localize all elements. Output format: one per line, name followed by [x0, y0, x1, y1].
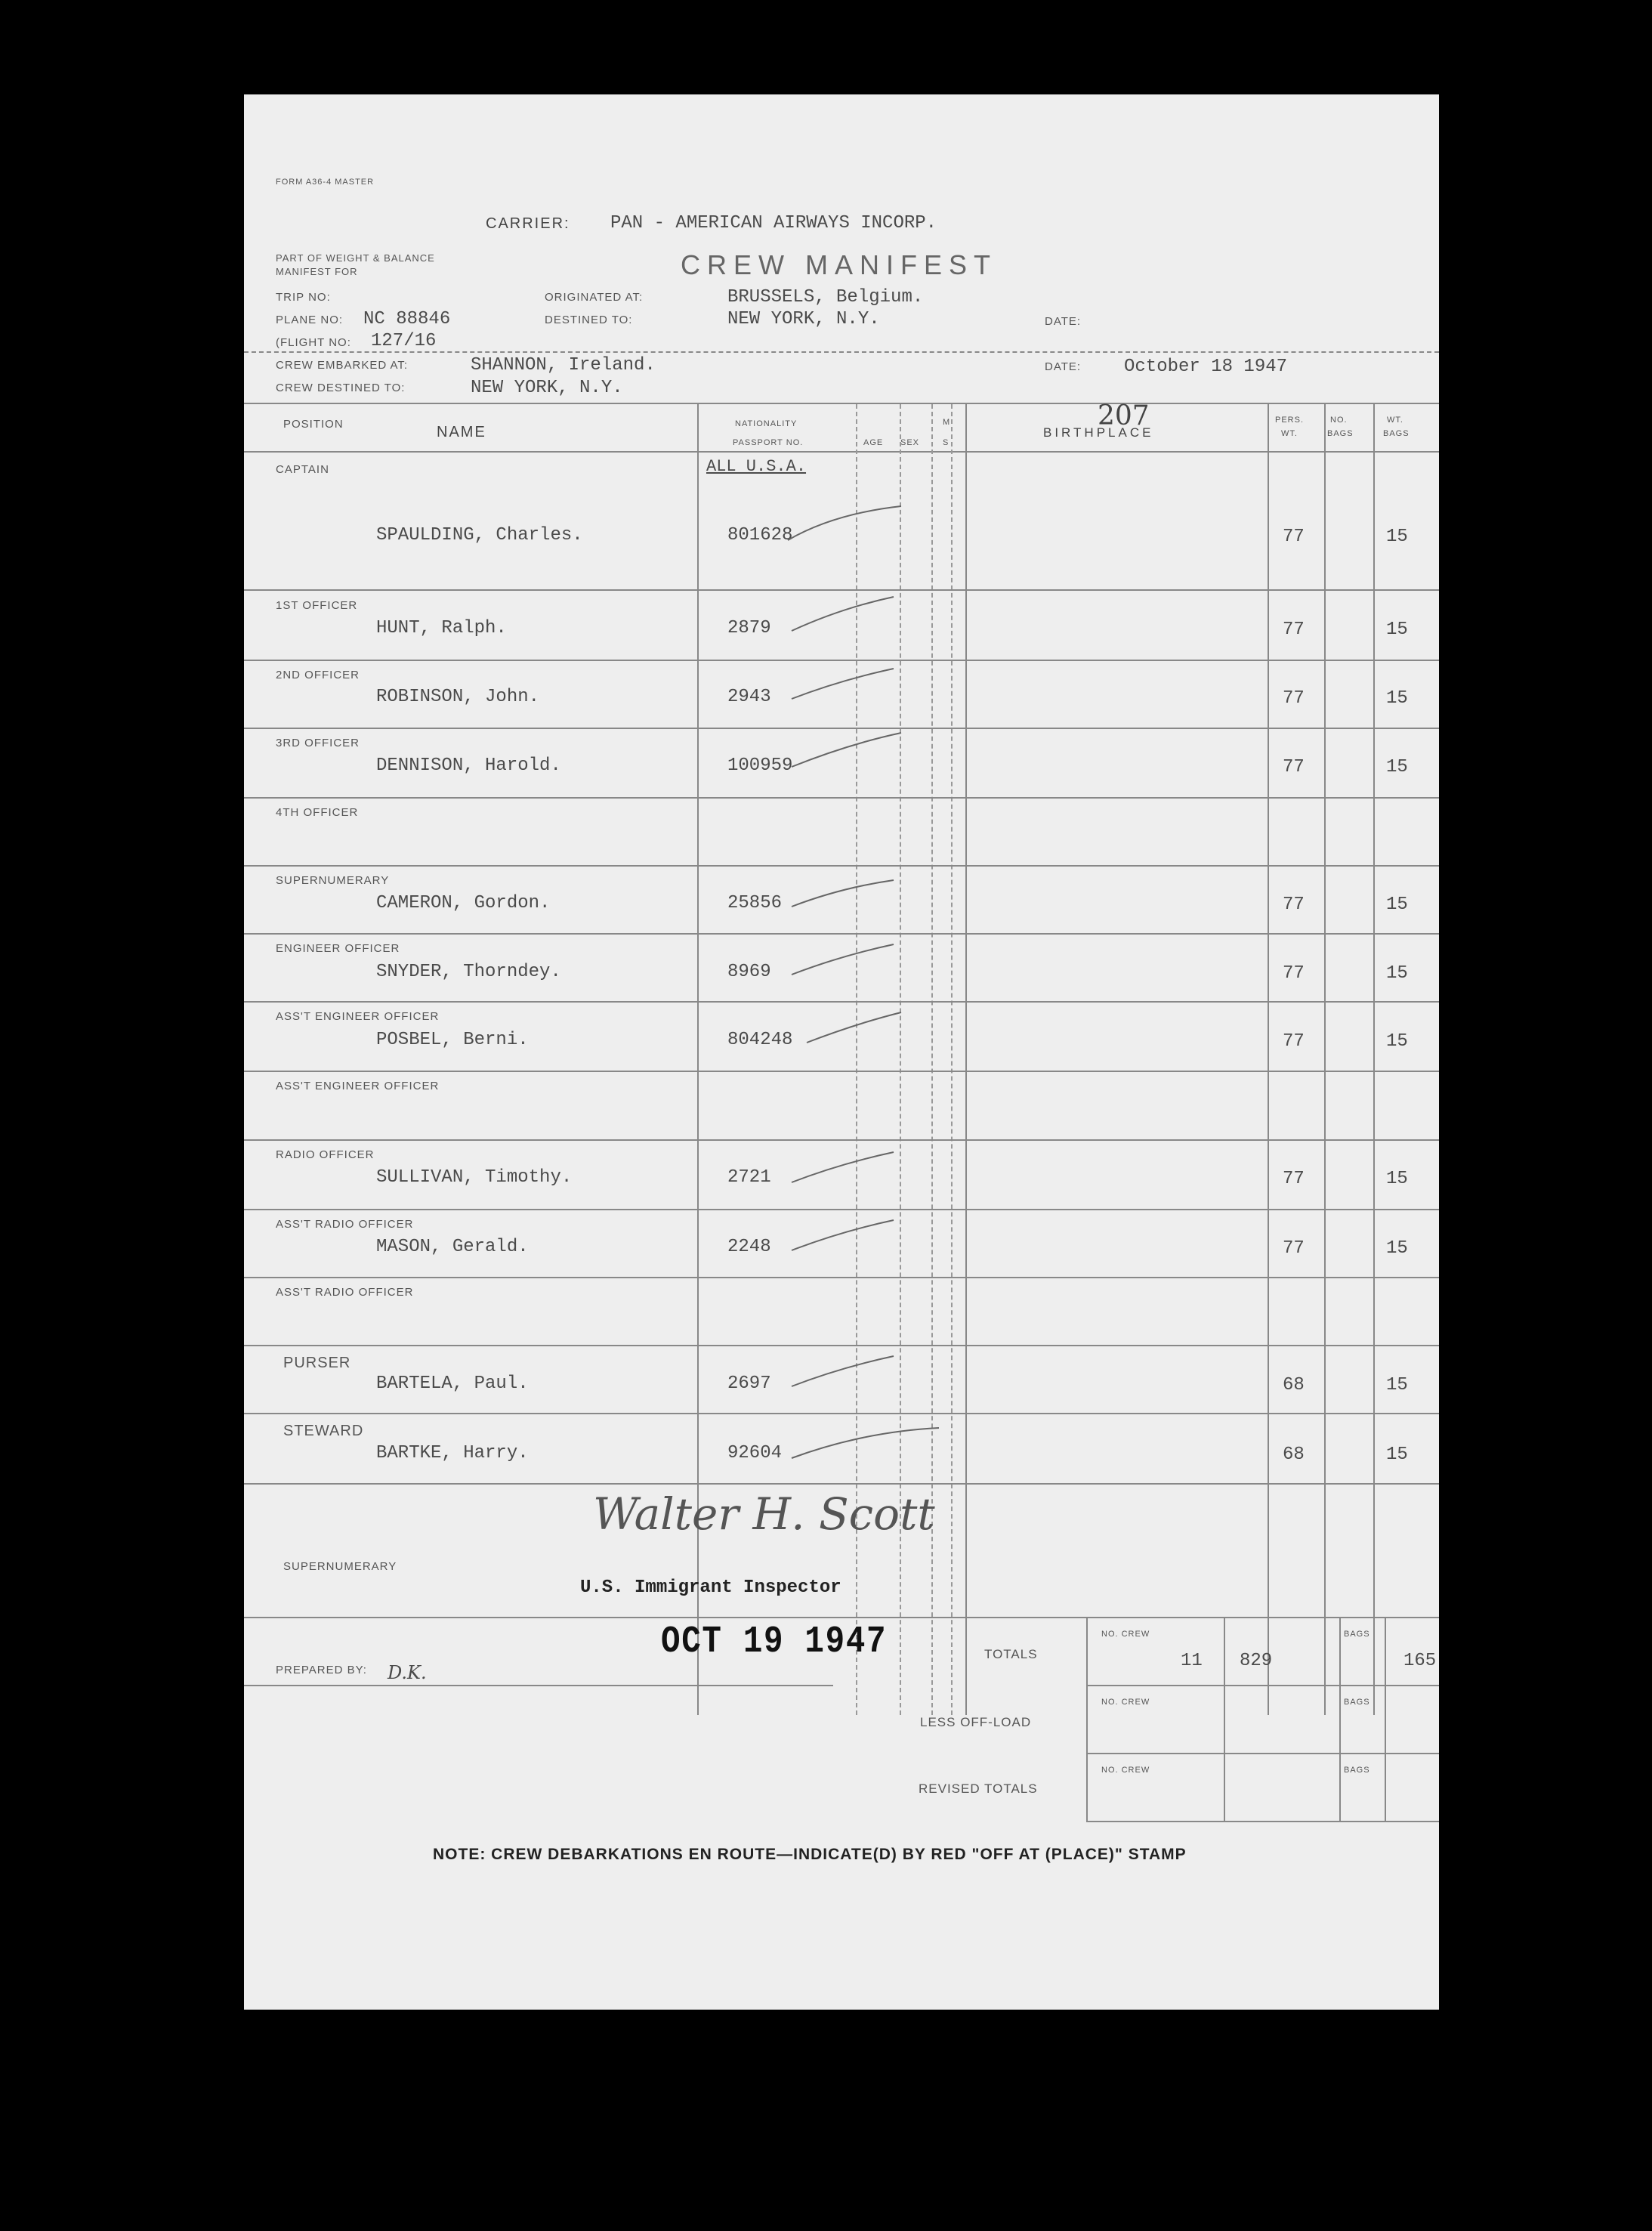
- check-mark: [792, 1152, 894, 1182]
- row-name: BARTELA, Paul.: [376, 1374, 529, 1394]
- row-passport: 8969: [727, 962, 771, 982]
- row-position: 4TH OFFICER: [276, 806, 359, 819]
- col-m: M: [943, 418, 951, 427]
- prepared-by-label: PREPARED BY:: [276, 1664, 367, 1676]
- row-weight: 77: [1283, 688, 1305, 709]
- row-name: SNYDER, Thorndey.: [376, 962, 561, 982]
- row-position: 1ST OFFICER: [276, 599, 358, 612]
- prepared-by-line: [244, 1685, 833, 1686]
- row-bags-weight: 15: [1386, 895, 1408, 915]
- signature-divider: [244, 1617, 1439, 1618]
- check-mark: [792, 733, 901, 767]
- totals-box-left: [1086, 1618, 1088, 1821]
- date2-label: DATE:: [1045, 360, 1082, 373]
- row-bags-weight: 15: [1386, 1031, 1408, 1052]
- col-sex: SEX: [900, 438, 920, 447]
- crew-embarked-label: CREW EMBARKED AT:: [276, 359, 409, 372]
- form-title: CREW MANIFEST: [681, 249, 997, 280]
- row-position: ASS'T RADIO OFFICER: [276, 1286, 414, 1299]
- col-nationality: NATIONALITY: [735, 419, 798, 428]
- row-name: POSBEL, Berni.: [376, 1030, 529, 1050]
- check-mark: [792, 1220, 894, 1250]
- less-offload-label: LESS OFF-LOAD: [920, 1715, 1032, 1729]
- bags-label: BAGS: [1344, 1766, 1370, 1775]
- check-mark: [792, 1356, 894, 1386]
- manifest-sheet: [244, 94, 1439, 2010]
- col-pers-wt2: WT.: [1281, 429, 1298, 438]
- stamp-date: OCT 19 1947: [661, 1621, 888, 1664]
- total-bags: 165: [1403, 1651, 1437, 1671]
- col-no-bags: NO.: [1330, 416, 1348, 425]
- date-label: DATE:: [1045, 315, 1082, 328]
- check-mark: [792, 669, 894, 699]
- row-name: CAMERON, Gordon.: [376, 893, 551, 913]
- check-mark: [792, 944, 894, 975]
- row-bags-weight: 15: [1386, 757, 1408, 777]
- row-weight: 77: [1283, 1031, 1305, 1052]
- col-no-bags2: BAGS: [1327, 429, 1354, 438]
- row-name: SPAULDING, Charles.: [376, 525, 583, 545]
- row-position: STEWARD: [283, 1423, 364, 1439]
- plane-no-label: PLANE NO:: [276, 314, 344, 326]
- row-passport: 2879: [727, 618, 771, 638]
- no-crew-label: NO. CREW: [1101, 1698, 1150, 1707]
- row-position: ASS'T ENGINEER OFFICER: [276, 1080, 440, 1092]
- row-position: 3RD OFFICER: [276, 737, 360, 749]
- row-bags-weight: 15: [1386, 1169, 1408, 1189]
- destined-value: NEW YORK, N.Y.: [727, 309, 880, 329]
- row-passport: 2697: [727, 1374, 771, 1394]
- col-birthplace: BIRTHPLACE: [1043, 425, 1154, 440]
- row-name: SULLIVAN, Timothy.: [376, 1167, 573, 1188]
- row-position: ENGINEER OFFICER: [276, 942, 400, 955]
- row-position: ASS'T RADIO OFFICER: [276, 1218, 414, 1231]
- col-age: AGE: [863, 438, 884, 447]
- originated-value: BRUSSELS, Belgium.: [727, 287, 924, 307]
- crew-embarked-value: SHANNON, Ireland.: [471, 355, 656, 375]
- bags-label: BAGS: [1344, 1698, 1370, 1707]
- row-position: ASS'T ENGINEER OFFICER: [276, 1010, 440, 1023]
- row-weight: 77: [1283, 527, 1305, 547]
- row-passport: 92604: [727, 1443, 783, 1463]
- totals-box-line: [1086, 1685, 1439, 1686]
- total-weight: 829: [1240, 1651, 1273, 1671]
- total-crew: 11: [1181, 1651, 1203, 1671]
- row-position: PURSER: [283, 1355, 351, 1371]
- flight-no-label: (FLIGHT NO:: [276, 336, 351, 349]
- row-passport: 2943: [727, 687, 771, 707]
- row-passport: 801628: [727, 525, 793, 545]
- col-s: S: [943, 438, 950, 447]
- carrier-label: CARRIER:: [486, 215, 570, 232]
- totals-box-line: [1086, 1821, 1439, 1822]
- row-position: CAPTAIN: [276, 463, 329, 476]
- row-weight: 77: [1283, 1169, 1305, 1189]
- trip-no-label: TRIP NO:: [276, 291, 331, 304]
- prepared-by-value: D.K.: [388, 1662, 427, 1683]
- col-passport: PASSPORT NO.: [733, 438, 804, 447]
- row-passport: 100959: [727, 756, 793, 776]
- crew-destined-value: NEW YORK, N.Y.: [471, 378, 623, 398]
- row-passport: 2721: [727, 1167, 771, 1188]
- row-position: RADIO OFFICER: [276, 1148, 375, 1161]
- row-weight: 77: [1283, 963, 1305, 984]
- row-passport: 804248: [727, 1030, 793, 1050]
- row-weight: 77: [1283, 620, 1305, 640]
- passport-check-marks: [244, 94, 1439, 1605]
- row-bags-weight: 15: [1386, 1238, 1408, 1259]
- row-name: BARTKE, Harry.: [376, 1443, 529, 1463]
- col-name: NAME: [437, 424, 486, 440]
- totals-box-divider: [1224, 1618, 1225, 1821]
- row-name: ROBINSON, John.: [376, 687, 540, 707]
- row-weight: 68: [1283, 1375, 1305, 1395]
- form-number: FORM A36-4 MASTER: [276, 178, 375, 187]
- row-position: 2ND OFFICER: [276, 669, 360, 681]
- row-name: MASON, Gerald.: [376, 1237, 529, 1257]
- col-position: POSITION: [283, 418, 344, 431]
- row-bags-weight: 15: [1386, 620, 1408, 640]
- page-number: 207: [1098, 400, 1150, 431]
- row-weight: 77: [1283, 757, 1305, 777]
- check-mark: [807, 1012, 901, 1043]
- carrier-value: PAN - AMERICAN AIRWAYS INCORP.: [610, 213, 937, 233]
- date2-value: October 18 1947: [1124, 357, 1288, 377]
- totals-label: TOTALS: [984, 1647, 1038, 1661]
- part-of-label: PART OF WEIGHT & BALANCE MANIFEST FOR: [276, 252, 435, 277]
- row-position: SUPERNUMERARY: [276, 874, 390, 887]
- row-weight: 68: [1283, 1445, 1305, 1465]
- row-name: DENNISON, Harold.: [376, 756, 561, 776]
- totals-box-line: [1086, 1753, 1439, 1754]
- inspector-signature: Walter H. Scott: [593, 1488, 935, 1540]
- no-crew-label: NO. CREW: [1101, 1630, 1150, 1639]
- destined-label: DESTINED TO:: [545, 314, 633, 326]
- crew-destined-label: CREW DESTINED TO:: [276, 382, 406, 394]
- revised-totals-label: REVISED TOTALS: [919, 1781, 1038, 1796]
- bags-label: BAGS: [1344, 1630, 1370, 1639]
- row-bags-weight: 15: [1386, 1375, 1408, 1395]
- col-wt-bags: WT.: [1387, 416, 1403, 425]
- plane-no-value: NC 88846: [363, 309, 451, 329]
- nationality-note: ALL U.S.A.: [706, 457, 807, 476]
- check-mark: [788, 506, 901, 540]
- check-mark: [792, 1428, 939, 1458]
- totals-box-divider: [1385, 1618, 1386, 1821]
- footer-note: NOTE: CREW DEBARKATIONS EN ROUTE—INDICATE(D) BY RED "OFF AT (PLACE)" STAMP: [433, 1846, 1187, 1863]
- check-mark: [792, 880, 894, 907]
- row-weight: 77: [1283, 1238, 1305, 1259]
- totals-box-divider: [1339, 1618, 1341, 1821]
- flight-no-value: 127/16: [371, 331, 437, 351]
- originated-label: ORIGINATED AT:: [545, 291, 644, 304]
- supernumerary-label: SUPERNUMERARY: [283, 1560, 397, 1573]
- row-bags-weight: 15: [1386, 1445, 1408, 1465]
- row-passport: 2248: [727, 1237, 771, 1257]
- row-name: HUNT, Ralph.: [376, 618, 507, 638]
- row-passport: 25856: [727, 893, 783, 913]
- inspector-title: U.S. Immigrant Inspector: [580, 1577, 841, 1598]
- check-mark: [792, 597, 894, 631]
- row-bags-weight: 15: [1386, 688, 1408, 709]
- no-crew-label: NO. CREW: [1101, 1766, 1150, 1775]
- row-weight: 77: [1283, 895, 1305, 915]
- row-bags-weight: 15: [1386, 527, 1408, 547]
- row-bags-weight: 15: [1386, 963, 1408, 984]
- col-pers-wt: PERS.: [1275, 416, 1305, 425]
- col-wt-bags2: BAGS: [1383, 429, 1410, 438]
